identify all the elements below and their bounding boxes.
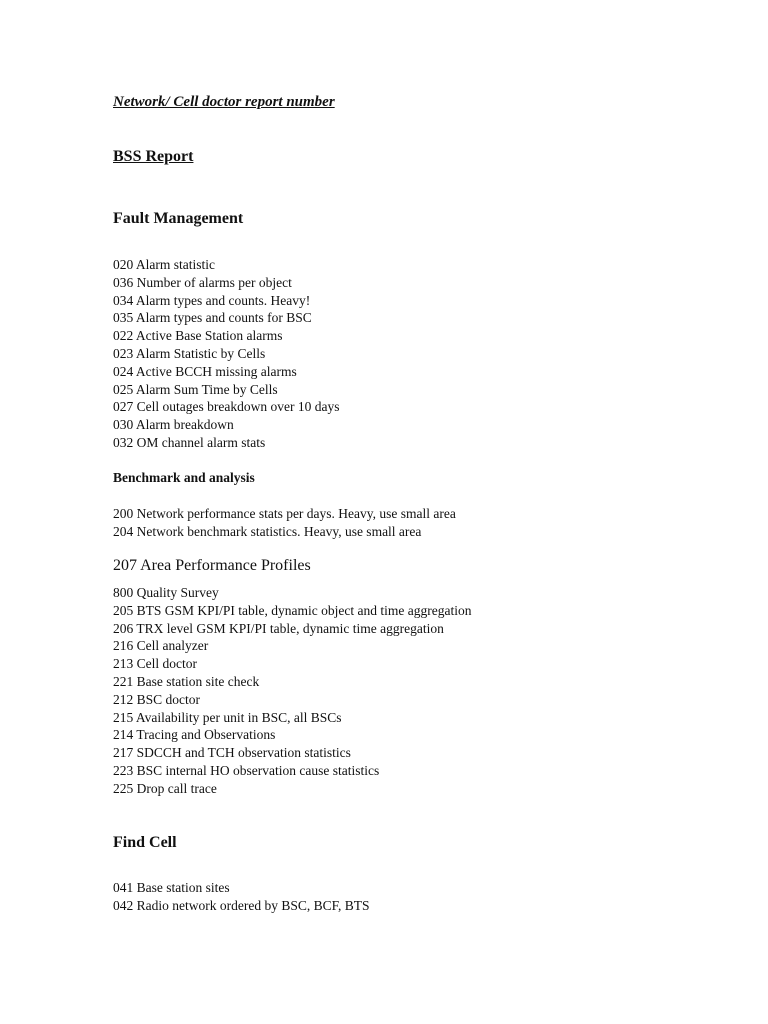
find-cell-heading: Find Cell — [113, 834, 177, 851]
list-item: 205 BTS GSM KPI/PI table, dynamic object and time aggregation — [113, 602, 472, 618]
document-title: Network/ Cell doctor report number — [113, 94, 335, 110]
list-item: 213 Cell doctor — [113, 656, 197, 672]
find-cell-list — [113, 878, 370, 915]
list-item: 214 Tracing and Observations — [113, 727, 276, 743]
list-item: 036 Number of alarms per object — [113, 274, 292, 290]
list-item: 217 SDCCH and TCH observation statistics — [113, 745, 351, 761]
list-item: 223 BSC internal HO observation cause statistics — [113, 762, 380, 778]
area-performance-list — [113, 584, 471, 798]
list-item: 204 Network benchmark statistics. Heavy, use small area — [113, 523, 422, 539]
list-item: 034 Alarm types and counts. Heavy! — [113, 292, 311, 308]
list-item: 200 Network performance stats per days. Heavy, use small area — [113, 506, 456, 521]
list-item: 020 Alarm statistic — [113, 257, 215, 272]
area-performance-heading: 207 Area Performance Profiles — [113, 557, 311, 574]
list-item: 042 Radio network ordered by BSC, BCF, BTS — [113, 898, 370, 913]
list-item: 023 Alarm Statistic by Cells — [113, 345, 266, 361]
list-item: 024 Active BCCH missing alarms — [113, 363, 297, 379]
list-item: 032 OM channel alarm stats — [113, 434, 266, 450]
list-item: 027 Cell outages breakdown over 10 days — [113, 399, 340, 415]
list-item: 030 Alarm breakdown — [113, 417, 234, 433]
list-item: 221 Base station site check — [113, 673, 260, 689]
fault-management-list — [113, 256, 339, 452]
list-item: 041 Base station sites — [113, 880, 230, 895]
list-item: 215 Availability per unit in BSC, all BSCs — [113, 709, 342, 725]
benchmark-list — [113, 505, 456, 541]
list-item: 022 Active Base Station alarms — [113, 328, 283, 344]
list-item: 206 TRX level GSM KPI/PI table, dynamic time aggregation — [113, 620, 444, 636]
bss-report-heading: BSS Report — [113, 148, 194, 165]
list-item: 025 Alarm Sum Time by Cells — [113, 381, 278, 397]
fault-management-heading: Fault Management — [113, 210, 244, 227]
list-item: 225 Drop call trace — [113, 780, 217, 796]
list-item: 216 Cell analyzer — [113, 638, 209, 654]
list-item: 212 BSC doctor — [113, 691, 201, 707]
list-item: 035 Alarm types and counts for BSC — [113, 310, 312, 326]
list-item: 800 Quality Survey — [113, 585, 219, 600]
benchmark-heading: Benchmark and analysis — [113, 470, 255, 485]
